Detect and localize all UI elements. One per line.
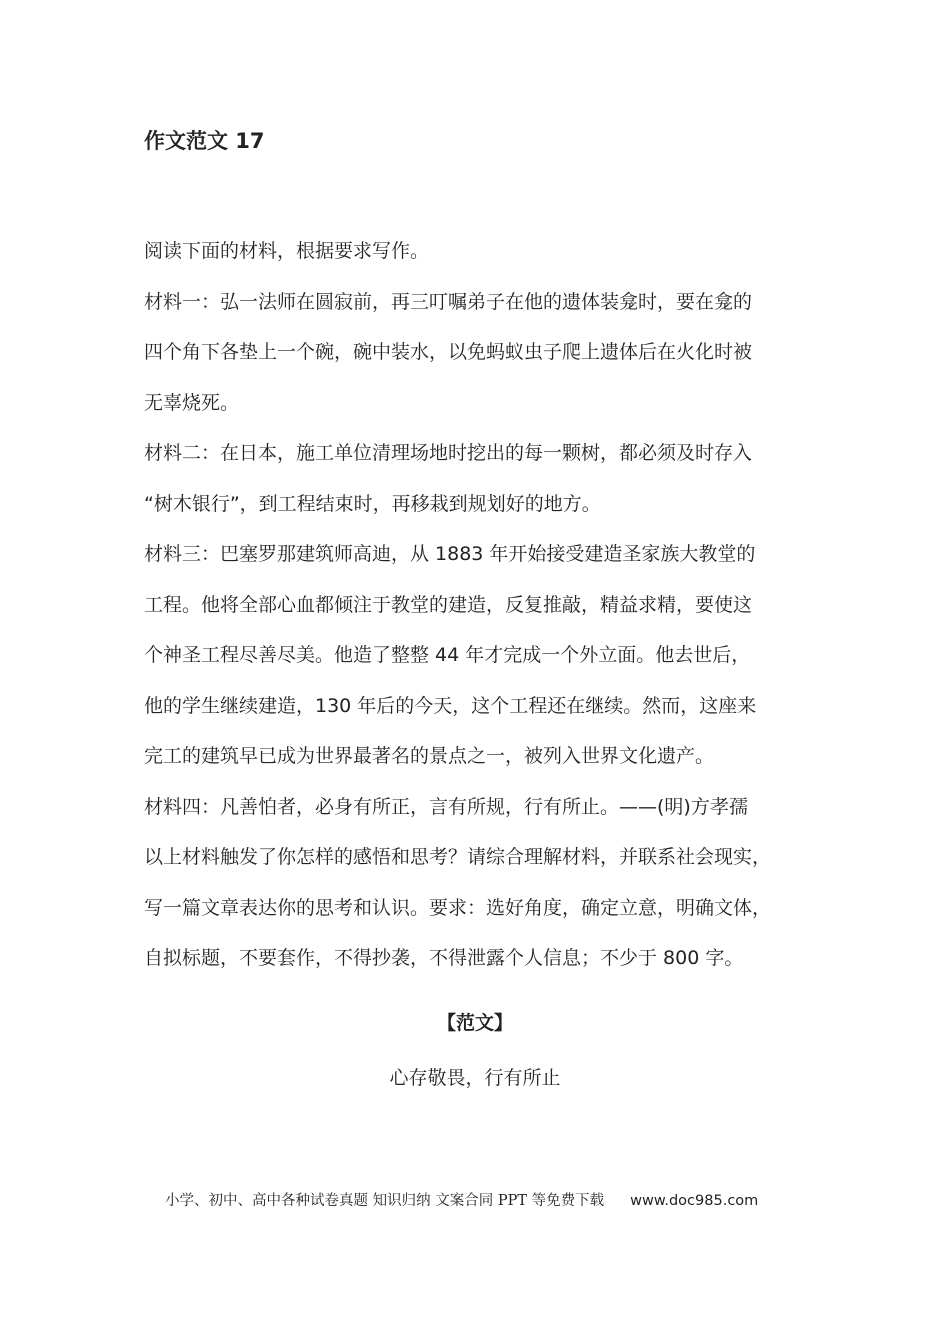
text-line: 材料三：巴塞罗那建筑师高迪，从 1883 年开始接受建造圣家族大教堂的 <box>144 543 756 565</box>
text-line: “树木银行”，到工程结束时，再移栽到规划好的地方。 <box>144 492 601 515</box>
text-line: 他的学生继续建造，130 年后的今天，这个工程还在继续。然而，这座来 <box>144 694 757 717</box>
essay-title: 心存敬畏，行有所止 <box>389 1067 561 1089</box>
text-line: 以上材料触发了你怎样的感悟和思考？请综合理解材料，并联系社会现实， <box>144 846 772 868</box>
footer-text: 小学、初中、高中各种试卷真题 知识归纳 文案合同 PPT 等免费下载 <box>165 1193 605 1209</box>
document-body <box>144 226 824 984</box>
page-footer <box>165 1190 758 1212</box>
material-two-paragraph <box>144 428 824 529</box>
material-three-paragraph <box>144 529 824 782</box>
text-line: 四个角下各垫上一个碗，碗中装水，以免蚂蚁虫子爬上遗体后在火化时被 <box>144 341 753 363</box>
text-line: 无辜烧死。 <box>144 391 240 414</box>
text-line: 阅读下面的材料，根据要求写作。 <box>144 240 430 262</box>
requirement-paragraph <box>144 832 824 984</box>
material-one-paragraph <box>144 277 824 429</box>
document-title: 作文范文 17 <box>144 129 265 153</box>
text-line: 材料二：在日本，施工单位清理场地时挖出的每一颗树，都必须及时存入 <box>144 442 753 464</box>
material-four-paragraph <box>144 782 824 833</box>
instruction-paragraph <box>144 226 824 277</box>
sample-essay-heading: 【范文】 <box>436 1012 513 1034</box>
text-line: 完工的建筑早已成为世界最著名的景点之一，被列入世界文化遗产。 <box>144 745 715 767</box>
text-line: 材料一：弘一法师在圆寂前，再三叮嘱弟子在他的遗体装龛时，要在龛的 <box>144 290 753 313</box>
text-line: 工程。他将全部心血都倾注于教堂的建造，反复推敲，精益求精，要使这 <box>144 593 753 616</box>
text-line: 自拟标题，不要套作，不得抄袭，不得泄露个人信息；不少于 800 字。 <box>144 947 744 969</box>
footer-url: www.doc985.com <box>630 1193 759 1209</box>
text-line: 材料四：凡善怕者，必身有所正，言有所规，行有所止。——(明)方孝孺 <box>144 795 748 818</box>
text-line: 写一篇文章表达你的思考和认识。要求：选好角度，确定立意，明确文体， <box>144 896 772 919</box>
text-line: 个神圣工程尽善尽美。他造了整整 44 年才完成一个外立面。他去世后， <box>144 644 751 666</box>
